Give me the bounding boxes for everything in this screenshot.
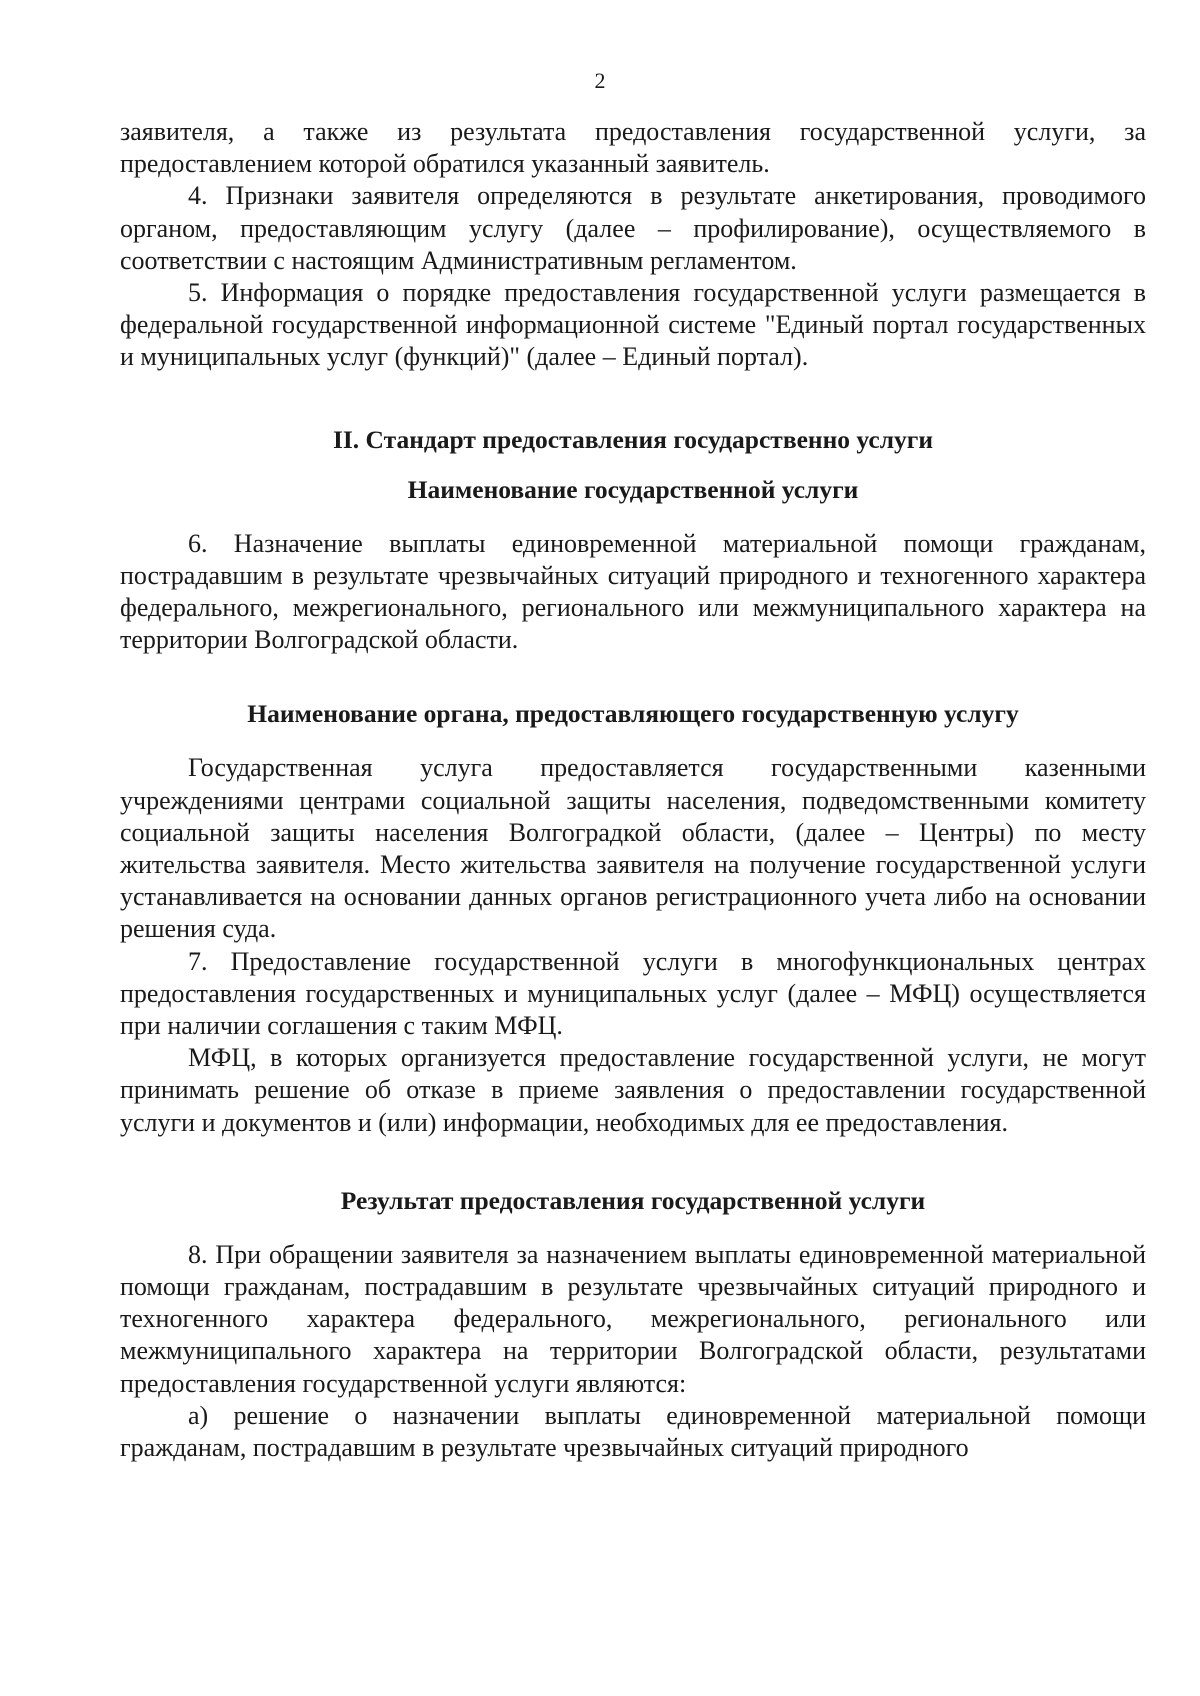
document-body	[120, 116, 1146, 1464]
subheading-service-name: Наименование государственной услуги	[407, 474, 859, 504]
section-heading-standard: II. Стандарт предоставления государственно услуги	[332, 424, 934, 454]
paragraph-item-8: 8. При обращении заявителя за назначением выплаты единовременной материальной помощи гражданам, пострадавшим в результате чрезвычайных ситуаций природного и техногенного характера федерального, межрегионального, регионального или межмуниципального характера на территории Волгоградской области, результатами предоставления государственной услуги являются:	[120, 1239, 1146, 1398]
page-number: 2	[594, 68, 606, 93]
paragraph-applicant-continuation: заявителя, а также из результата предоставления государственной услуги, за предоставлением которой обратился указанный заявитель.	[120, 117, 1146, 179]
subheading-authority-name: Наименование органа, предоставляющего государственную услугу	[247, 699, 1019, 729]
subheading-service-result: Результат предоставления государственной услуги	[340, 1185, 926, 1215]
paragraph-item-6: 6. Назначение выплаты единовременной материальной помощи гражданам, пострадавшим в результате чрезвычайных ситуаций природного и техногенного характера федерального, межрегионального, регионального или межмуниципального характера на территории Волгоградской области.	[120, 528, 1146, 655]
paragraph-item-7: 7. Предоставление государственной услуги в многофункциональных центрах предоставления государственных и муниципальных услуг (далее – МФЦ) осуществляется при наличии соглашения с таким МФЦ.	[120, 946, 1146, 1041]
paragraph-item-5: 5. Информация о порядке предоставления государственной услуги размещается в федеральной государственной информационной системе "Единый портал государственных и муниципальных услуг (функций)" (далее – Единый портал).	[120, 278, 1146, 372]
paragraph-item-8a: а) решение о назначении выплаты единовременной материальной помощи гражданам, пострадавшим в результате чрезвычайных ситуаций природного	[120, 1400, 1146, 1463]
paragraph-mfc-restriction: МФЦ, в которых организуется предоставление государственной услуги, не могут принимать решение об отказе в приеме заявления о предоставлении государственной услуги и документов и (или) информации, необходимых для ее предоставления.	[120, 1043, 1146, 1137]
paragraph-item-4: 4. Признаки заявителя определяются в результате анкетирования, проводимого органом, предоставляющим услугу (далее – профилирование), осуществляемого в соответствии с настоящим Административным регламентом.	[120, 181, 1146, 275]
paragraph-service-provider: Государственная услуга предоставляется государственными казенными учреждениями центрами социальной защиты населения, подведомственными комитету социальной защиты населения Волгоградкой области, (далее – Центры) по месту жительства заявителя. Место жительства заявителя на получение государственной услуги устанавливается на основании данных органов регистрационного учета либо на основании решения суда.	[120, 753, 1146, 944]
